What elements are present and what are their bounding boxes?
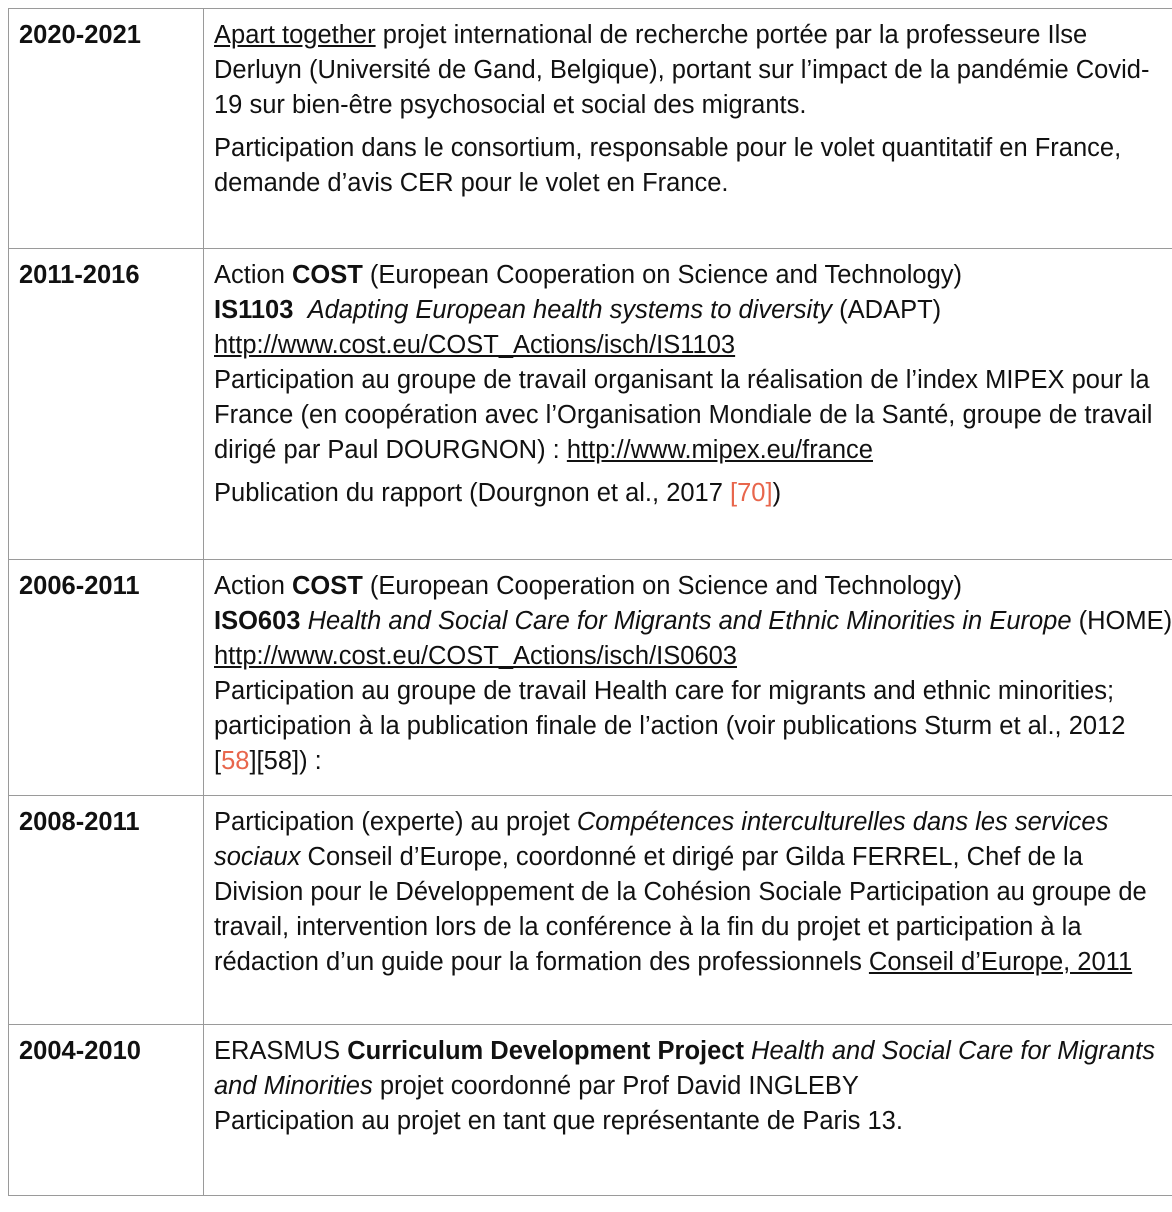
- table-row: [9, 796, 1172, 1025]
- row-description: [204, 560, 1172, 796]
- project-title: Compétences interculturelles dans les services sociaux: [214, 808, 1109, 871]
- row-description: [204, 1025, 1172, 1196]
- action-acronym: (ADAPT): [832, 296, 942, 324]
- row-year: 2020-2021: [9, 9, 204, 249]
- table-row: [9, 9, 1172, 249]
- project-coordination: projet coordonné par Prof David INGLEBY: [372, 1072, 859, 1100]
- cost-expansion: (European Cooperation on Science and Technology): [362, 261, 963, 289]
- cost-label: COST: [291, 572, 363, 600]
- action-code: ISO603: [214, 607, 301, 635]
- project-description: Conseil d’Europe, coordonné et dirigé par Gilda FERREL, Chef de la Division pour le Développement de la Cohésion Sociale Participation au groupe de travail, intervention lors de la conférence à la fin du projet et participation à la rédaction d’un guide pour la formation des professionnels: [214, 843, 1147, 976]
- publication-close: ): [772, 479, 782, 507]
- row-year: 2008-2011: [9, 796, 204, 1025]
- action-title: Health and Social Care for Migrants and Ethnic Minorities in Europe: [307, 607, 1072, 635]
- conseil-europe-link[interactable]: Conseil d’Europe, 2011: [868, 948, 1133, 976]
- row-description: [204, 249, 1172, 560]
- table-row: [9, 560, 1172, 796]
- row-description: [204, 796, 1172, 1025]
- project-type: Curriculum Development Project: [347, 1037, 744, 1065]
- ref-open: [: [214, 747, 222, 775]
- row-description: [204, 9, 1172, 249]
- reference-link[interactable]: 58: [221, 747, 250, 775]
- ref-close: ][58]) :: [249, 747, 322, 775]
- apart-together-link[interactable]: Apart together: [214, 21, 376, 49]
- action-label: Action: [214, 261, 292, 289]
- participation-text: Participation au groupe de travail organisant la réalisation de l’index MIPEX pour la France (en coopération avec l’Organisation Mondiale de la Santé, groupe de travail dirigé par Paul DOURGNON) :: [214, 366, 1153, 464]
- participation-text: Participation au projet en tant que représentante de Paris 13.: [214, 1107, 903, 1135]
- reference-link[interactable]: [70]: [730, 479, 773, 507]
- experience-table: [8, 8, 1172, 1196]
- participation-text: Participation dans le consortium, responsable pour le volet quantitatif en France, demande d’avis CER pour le volet en France.: [214, 134, 1122, 197]
- publication-text: Publication du rapport (Dourgnon et al., 2017: [214, 479, 731, 507]
- row-year: 2004-2010: [9, 1025, 204, 1196]
- table-row: [9, 249, 1172, 560]
- action-code: IS1103: [214, 296, 294, 324]
- cost-label: COST: [291, 261, 363, 289]
- program-label: ERASMUS: [214, 1037, 348, 1065]
- project-title: Health and Social Care for Migrants and Minorities: [214, 1037, 1155, 1100]
- table-row: [9, 1025, 1172, 1196]
- action-label: Action: [214, 572, 292, 600]
- row-year: 2006-2011: [9, 560, 204, 796]
- participation-text: Participation au groupe de travail Health care for migrants and ethnic minorities; participation à la publication finale de l’action (voir publications Sturm et al., 2012: [214, 677, 1126, 740]
- action-acronym: (HOME): [1071, 607, 1172, 635]
- mipex-link[interactable]: http://www.mipex.eu/france: [566, 436, 873, 464]
- project-description: projet international de recherche portée par la professeure Ilse Derluyn (Université de Gand, Belgique), portant sur l’impact de la pandémie Covid-19 sur bien-être psychosocial et social des migrants.: [214, 21, 1150, 119]
- cost-action-link[interactable]: http://www.cost.eu/COST_Actions/isch/IS1103: [214, 331, 736, 359]
- action-title: Adapting European health systems to diversity: [307, 296, 833, 324]
- cost-action-link[interactable]: http://www.cost.eu/COST_Actions/isch/IS0603: [214, 642, 737, 670]
- project-intro: Participation (experte) au projet: [214, 808, 577, 836]
- cost-expansion: (European Cooperation on Science and Technology): [362, 572, 963, 600]
- row-year: 2011-2016: [9, 249, 204, 560]
